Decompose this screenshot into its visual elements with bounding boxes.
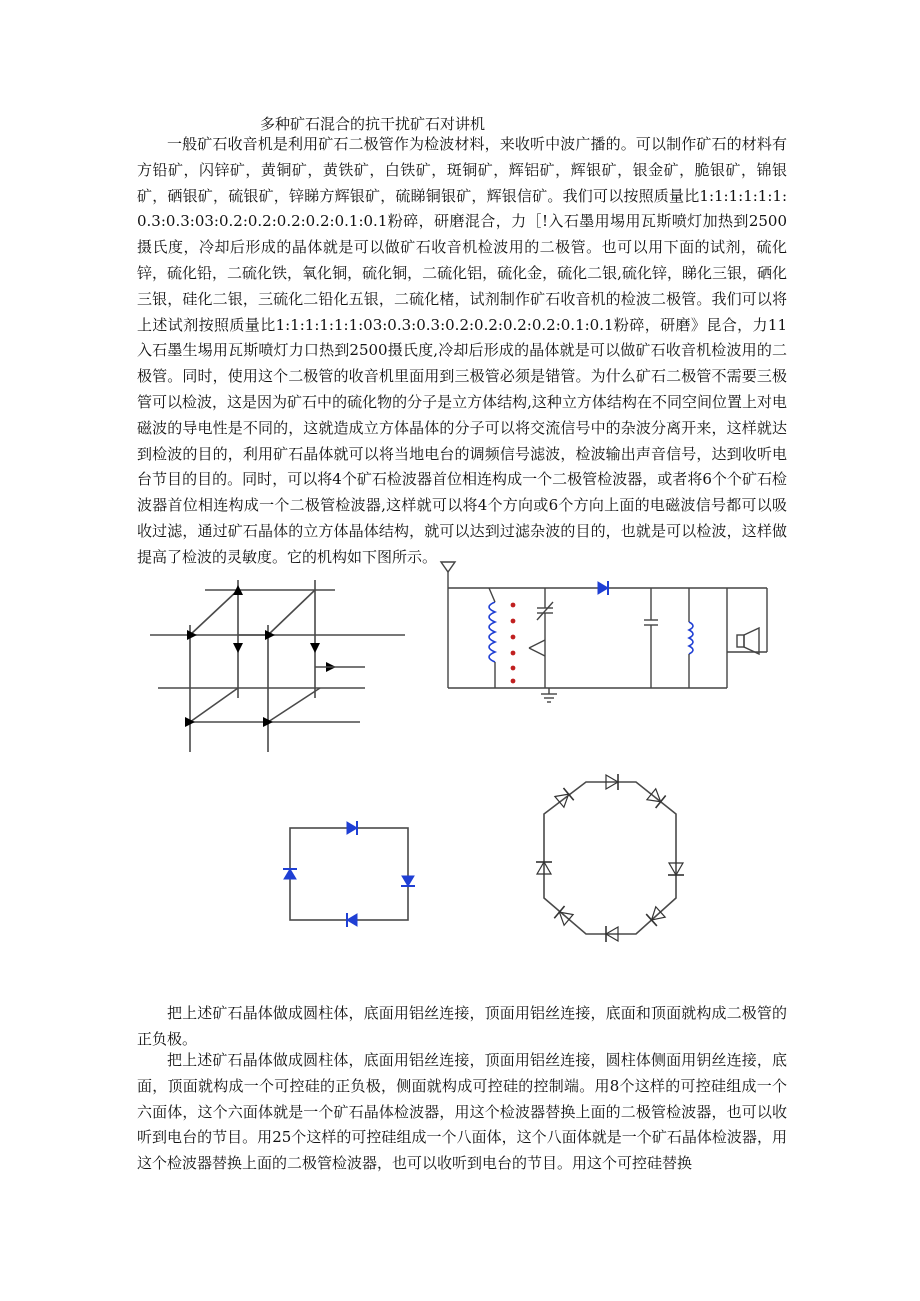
diode-3: [232, 643, 244, 653]
paragraph-intro: 一般矿石收音机是利用矿石二极管作为检波材料，来收听中波广播的。可以制作矿石的材料有方铅矿，闪锌矿，黄铜矿，黄铁矿，白铁矿，斑铜矿，辉铝矿，辉银矿，银金矿，脆银矿，锦银矿，硒银矿，硫银矿，锌睇方辉银矿，硫睇铜银矿，辉银信矿。我们可以按照质量比1:1:1:1:1:1:0.3:0.3:03:0.2:0.2:0.2:0.2:0.1:0.1粉碎，研磨混合，力［!入石墨用埸用瓦斯喷灯加热到2500摄氏度，冷却后形成的晶体就是可以做矿石收音机检波用的二极管。也可以用下面的试剂，硫化锌，硫化铅，二硫化铁，氧化铜，硫化铜，二硫化铝，硫化金，硫化二银,硫化锌，睇化三银，硒化三银，硅化二银，三硫化二铅化五银，二硫化楮，试剂制作矿石收音机的检波二极管。我们可以将上述试剂按照质量比1:1:1:1:1:1:03:0.3:0.3:0.2:0.2:0.2:0.2:0.1:0.1粉碎，研磨》昆合，力11入石墨生埸用瓦斯喷灯力口热到2500摄氏度,冷却后形成的晶体就是可以做矿石收音机检波用的二极管。同时，使用这个二极管的收音机里面用到三极管必须是错管。为什么矿石二极管不需要三极管可以检波，这是因为矿石中的硫化物的分子是立方体结构,这种立方体结构在不同空间位置上对电磁波的导电性是不同的，这就造成立方体晶体的分子可以将交流信号中的杂波分离开来，这样就达到检波的目的，利用矿石晶体就可以将当地电台的调频信号滤波，检波输出声音信号，达到收听电台节目的目的。同时，可以将4个矿石检波器首位相连构成一个二极管检波器，或者将6个个矿石检波器首位相连构成一个二极管检波器,这样就可以将4个方向或6个方向上面的电磁波信号都可以吸收过滤，通过矿石晶体的立方体晶体结构，就可以达到过滤杂波的目的，也就是可以检波，这样做提高了检波的灵敏度。它的机构如下图所示。: [137, 135, 787, 566]
filter-capacitor: [644, 588, 658, 688]
diode-bottom: [347, 913, 357, 927]
choke-coil: [689, 588, 693, 688]
variable-capacitor: [529, 588, 553, 688]
diode-right: [401, 876, 415, 886]
document-title: 多种矿石混合的抗干扰矿石对讲机: [260, 115, 486, 133]
paragraph-thyristor-cylinder: 把上述矿石晶体做成圆柱体，底面用铝丝连接，顶面用铝丝连接，圆柱体侧面用钥丝连接，底面，顶面就构成一个可控硅的正负极，侧面就构成可控硅的控制端。用8个这样的可控硅组成一个六面体，这个六面体就是一个矿石晶体检波器，用这个检波器替换上面的二极管检波器，也可以收听到电台的节目。用25个这样的可控硅组成一个八面体，这个八面体就是一个矿石晶体检波器，用这个检波器替换上面的二极管检波器，也可以收听到电台的节目。用这个可控硅替换: [137, 1051, 787, 1173]
detector-diode: [598, 581, 608, 595]
cube-diode-network: [150, 570, 420, 760]
paragraph-diode-cylinder: 把上述矿石晶体做成圆柱体，底面用铝丝连接，顶面用铝丝连接，底面和顶面就构成二极管的正负极。: [137, 1004, 787, 1048]
speaker-icon: [737, 628, 759, 654]
crystal-radio-schematic: [437, 560, 772, 710]
diode-4: [309, 643, 321, 653]
diode-top: [347, 821, 357, 835]
eight-diode-ring: [528, 768, 698, 948]
ground-icon: [541, 688, 557, 702]
diode-left: [283, 869, 297, 879]
tuning-coil: [489, 602, 495, 662]
four-diode-ring: [280, 818, 420, 928]
